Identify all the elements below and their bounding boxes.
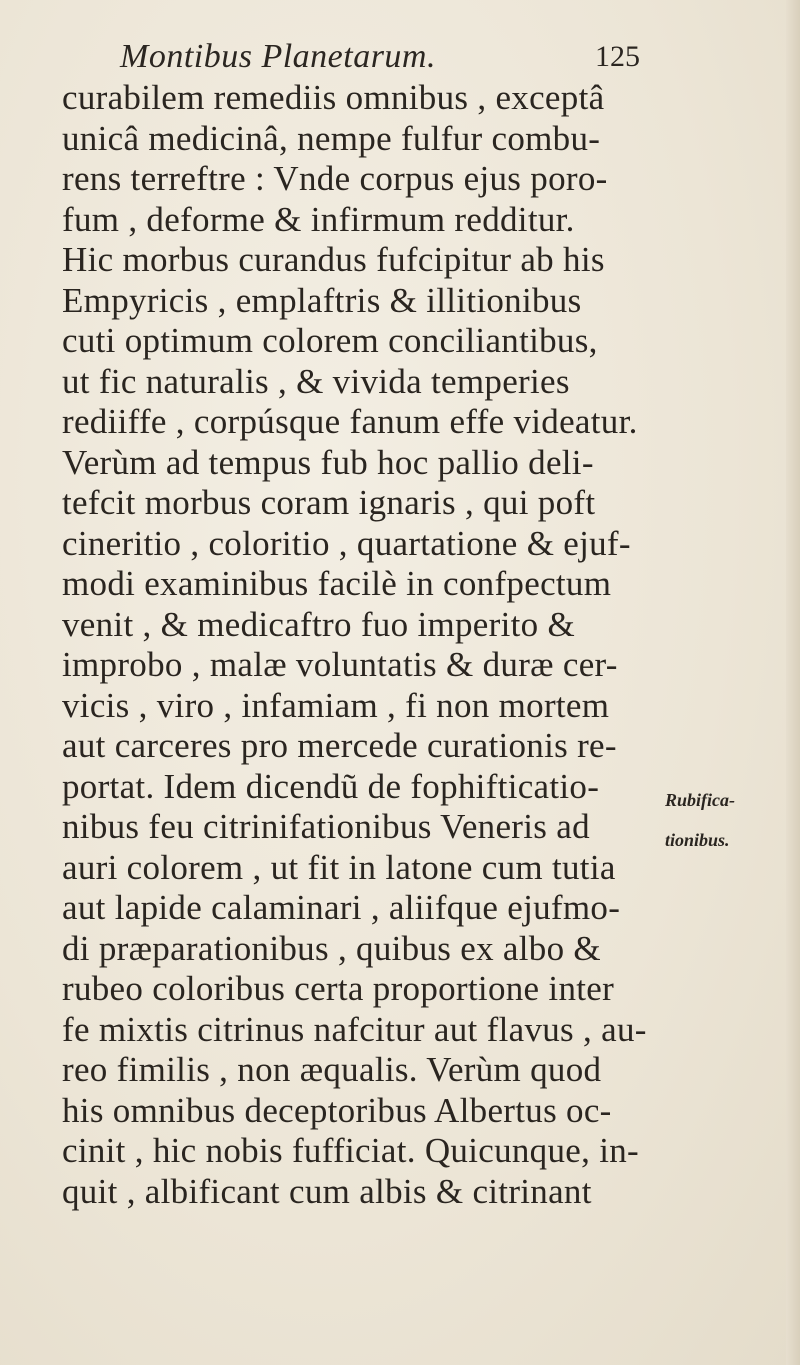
text-line: his omnibus deceptoribus Albertus oc- bbox=[62, 1090, 612, 1130]
text-line: reo fimilis , non æqualis. Verùm quod bbox=[62, 1050, 602, 1089]
text-line: di præparationibus , quibus ex albo & bbox=[62, 928, 601, 968]
text-line: fum , deforme & infirmum redditur. bbox=[62, 199, 575, 239]
text-line: rens terreftre : Vnde corpus ejus poro- bbox=[62, 159, 608, 198]
text-line: auri colorem , ut fit in latone cum tutia bbox=[62, 847, 616, 887]
text-line: portat. Idem dicendũ de fophifticatio- bbox=[62, 766, 600, 806]
margin-note-line: Rubifica- bbox=[665, 790, 735, 810]
text-line: unicâ medicinâ, nempe fulfur combu- bbox=[62, 118, 601, 158]
text-line: tefcit morbus coram ignaris , qui poft bbox=[62, 483, 596, 522]
text-line: ut fic naturalis , & vivida temperies bbox=[62, 361, 570, 401]
text-line: cineritio , coloritio , quartatione & ejuf- bbox=[62, 523, 631, 563]
text-line: rediiffe , corpúsque fanum effe videatur. bbox=[62, 402, 638, 441]
text-line: venit , & medicaftro fuo imperito & bbox=[62, 604, 576, 644]
text-line: quit , albificant cum albis & citrinant bbox=[62, 1171, 592, 1211]
body-text bbox=[62, 78, 652, 1212]
text-line: improbo , malæ voluntatis & duræ cer- bbox=[62, 645, 618, 684]
margin-note bbox=[665, 780, 795, 860]
text-line: nibus feu citrinifationibus Veneris ad bbox=[62, 807, 590, 846]
page-edge bbox=[786, 0, 800, 1365]
text-line: aut lapide calaminari , aliifque ejufmo- bbox=[62, 888, 621, 927]
text-line: Verùm ad tempus fub hoc pallio deli- bbox=[62, 442, 594, 482]
page-number: 125 bbox=[595, 40, 640, 73]
text-line: cuti optimum colorem conciliantibus, bbox=[62, 321, 598, 360]
text-line: fe mixtis citrinus nafcitur aut flavus , au- bbox=[62, 1009, 647, 1049]
text-line: Empyricis , emplaftris & illitionibus bbox=[62, 280, 582, 320]
text-line: vicis , viro , infamiam , fi non mortem bbox=[62, 685, 610, 725]
text-line: cinit , hic nobis fufficiat. Quicunque, in- bbox=[62, 1131, 639, 1170]
text-line: aut carceres pro mercede curationis re- bbox=[62, 726, 617, 765]
running-head: Montibus Planetarum. bbox=[120, 38, 436, 75]
margin-note-line: tionibus. bbox=[665, 830, 730, 850]
text-line: rubeo coloribus certa proportione inter bbox=[62, 969, 615, 1008]
text-line: Hic morbus curandus fufcipitur ab his bbox=[62, 240, 605, 279]
text-line: curabilem remediis omnibus , exceptâ bbox=[62, 78, 605, 117]
text-line: modi examinibus facilè in confpectum bbox=[62, 564, 612, 603]
